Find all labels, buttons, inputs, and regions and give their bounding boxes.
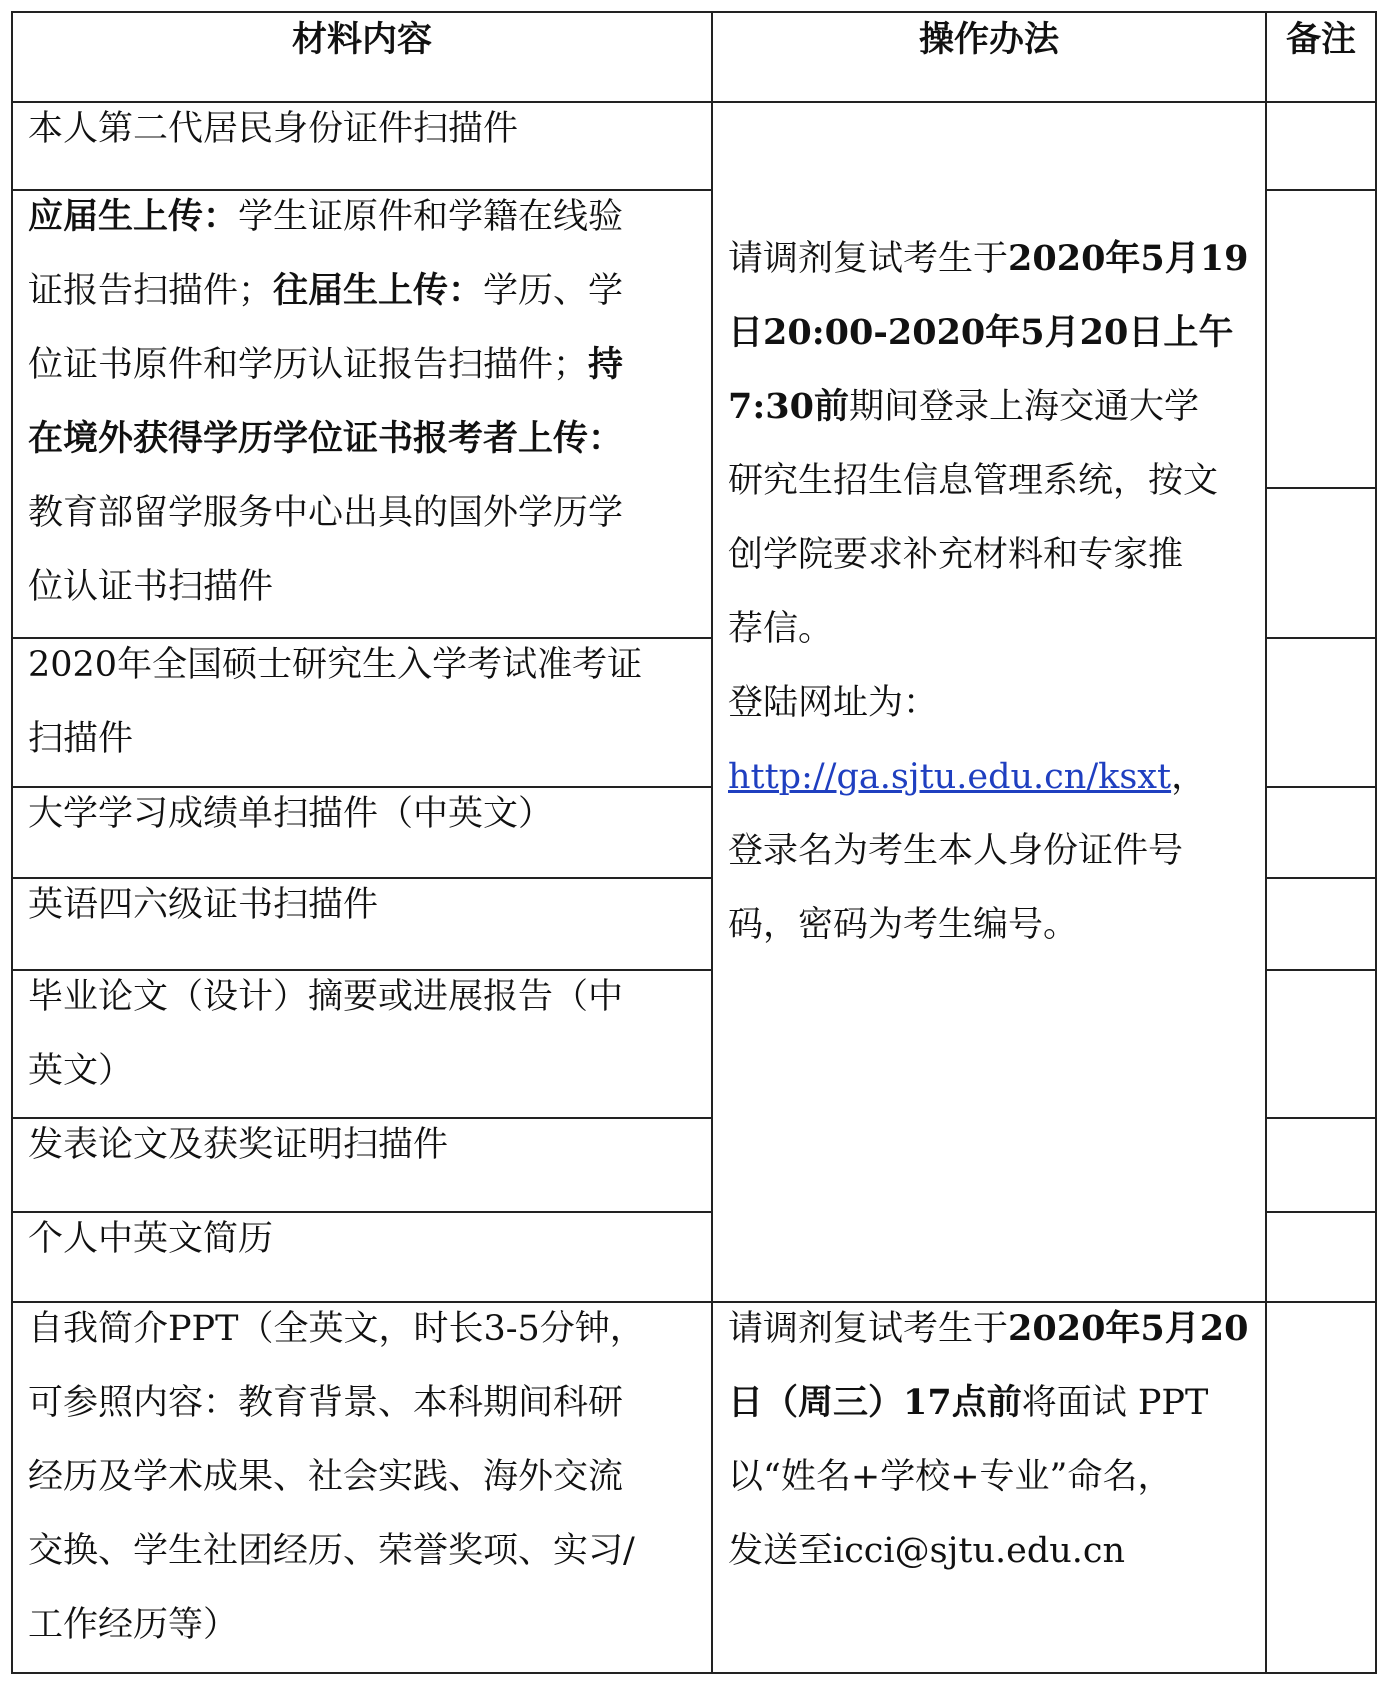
login-url-link[interactable]: http://ga.sjtu.edu.cn/ksxt [728,757,1172,797]
material-publications: 发表论文及获奖证明扫描件 [28,1125,449,1165]
material-resume: 个人中英文简历 [28,1219,274,1259]
material-transcript: 大学学习成绩单扫描件（中英文） [28,794,554,834]
material-id-card: 本人第二代居民身份证件扫描件 [28,109,519,149]
header-remarks: 备注 [1285,19,1356,60]
header-method: 操作办法 [918,19,1059,60]
header-materials: 材料内容 [291,19,432,60]
material-cet-certificate: 英语四六级证书扫描件 [28,885,379,925]
